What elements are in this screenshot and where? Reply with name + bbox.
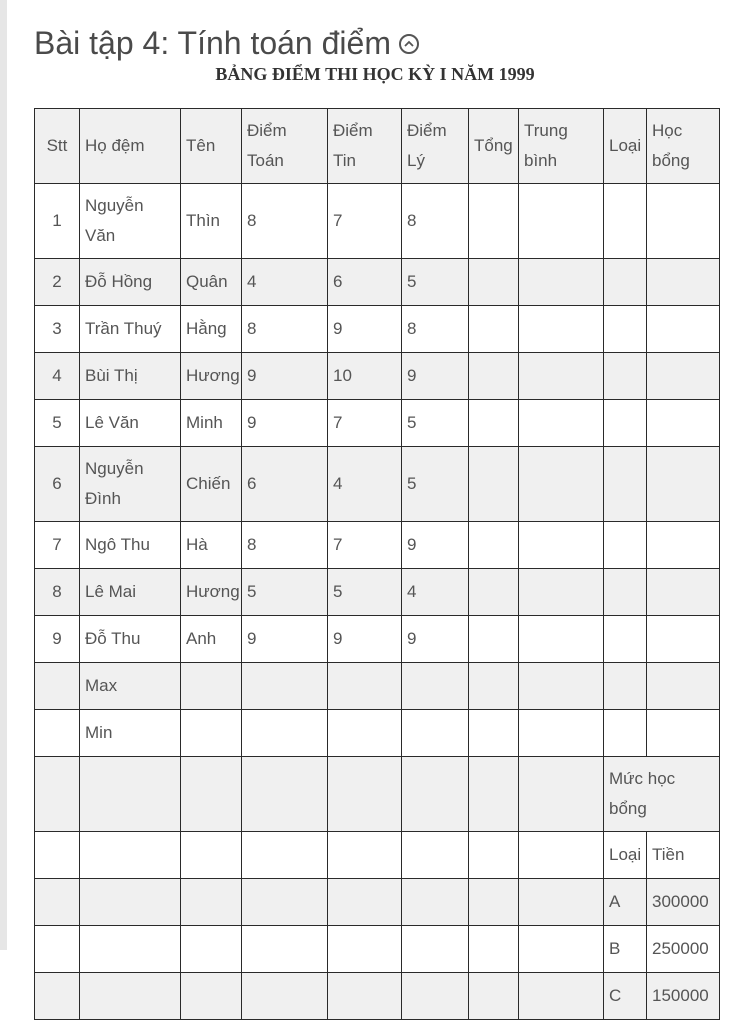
scholarship-col-tien: Tiền	[647, 832, 720, 879]
stt-cell: 2	[35, 259, 80, 306]
loai-cell	[604, 306, 647, 353]
page-title	[34, 25, 419, 62]
stt-cell: 4	[35, 353, 80, 400]
empty-cell	[519, 710, 604, 757]
loai-cell	[604, 447, 647, 522]
empty-cell	[402, 832, 469, 879]
table-heading: BẢNG ĐIỂM THI HỌC KỲ I NĂM 1999	[215, 64, 535, 84]
scholarship-title-row	[35, 757, 720, 832]
empty-cell	[402, 973, 469, 1020]
empty-cell	[469, 973, 519, 1020]
ly-cell: 8	[402, 184, 469, 259]
ho-dem-cell: Nguyễn Đình	[80, 447, 181, 522]
ho-dem-cell: Đỗ Hồng	[80, 259, 181, 306]
empty-cell	[647, 663, 720, 710]
min-row	[35, 710, 720, 757]
ly-cell: 8	[402, 306, 469, 353]
collapse-toggle-icon[interactable]	[399, 34, 419, 54]
scholarship-tien: 150000	[647, 973, 720, 1020]
empty-cell	[328, 832, 402, 879]
empty-cell	[402, 879, 469, 926]
toan-cell: 9	[242, 353, 328, 400]
scholarship-row	[35, 879, 720, 926]
ho-dem-cell: Đỗ Thu	[80, 616, 181, 663]
empty-cell	[181, 757, 242, 832]
ten-cell: Thìn	[181, 184, 242, 259]
max-row	[35, 663, 720, 710]
tong-cell	[469, 353, 519, 400]
trung-binh-cell	[519, 616, 604, 663]
header-cell: Loại	[604, 109, 647, 184]
empty-cell	[604, 710, 647, 757]
min-label: Min	[80, 710, 181, 757]
header-cell: Điểm Lý	[402, 109, 469, 184]
hoc-bong-cell	[647, 353, 720, 400]
empty-cell	[469, 926, 519, 973]
stt-cell: 7	[35, 522, 80, 569]
tong-cell	[469, 522, 519, 569]
stt-cell: 3	[35, 306, 80, 353]
ly-cell: 9	[402, 353, 469, 400]
max-label: Max	[80, 663, 181, 710]
tong-cell	[469, 306, 519, 353]
empty-cell	[328, 879, 402, 926]
table-row	[35, 400, 720, 447]
toan-cell: 8	[242, 306, 328, 353]
tong-cell	[469, 400, 519, 447]
tin-cell: 9	[328, 306, 402, 353]
empty-cell	[181, 710, 242, 757]
empty-cell	[604, 663, 647, 710]
trung-binh-cell	[519, 353, 604, 400]
table-row	[35, 616, 720, 663]
scholarship-title: Mức học bổng	[604, 757, 720, 832]
empty-cell	[242, 926, 328, 973]
page-title-text: Bài tập 4: Tính toán điểm	[34, 25, 391, 62]
hoc-bong-cell	[647, 259, 720, 306]
empty-cell	[469, 879, 519, 926]
scholarship-row	[35, 973, 720, 1020]
ten-cell: Quân	[181, 259, 242, 306]
empty-cell	[35, 926, 80, 973]
hoc-bong-cell	[647, 569, 720, 616]
header-cell: Học bổng	[647, 109, 720, 184]
loai-cell	[604, 569, 647, 616]
ly-cell: 4	[402, 569, 469, 616]
empty-cell	[328, 926, 402, 973]
empty-cell	[80, 973, 181, 1020]
loai-cell	[604, 400, 647, 447]
ten-cell: Hương	[181, 569, 242, 616]
ten-cell: Hương	[181, 353, 242, 400]
toan-cell: 9	[242, 616, 328, 663]
tin-cell: 6	[328, 259, 402, 306]
ly-cell: 9	[402, 616, 469, 663]
empty-cell	[402, 926, 469, 973]
tin-cell: 7	[328, 522, 402, 569]
header-row	[35, 109, 720, 184]
chevron-up-icon	[404, 40, 414, 48]
scholarship-row	[35, 926, 720, 973]
toan-cell: 4	[242, 259, 328, 306]
table-row	[35, 184, 720, 259]
table-row	[35, 447, 720, 522]
trung-binh-cell	[519, 447, 604, 522]
empty-cell	[469, 832, 519, 879]
toan-cell: 6	[242, 447, 328, 522]
empty-cell	[647, 710, 720, 757]
empty-cell	[181, 832, 242, 879]
tong-cell	[469, 447, 519, 522]
toan-cell: 8	[242, 184, 328, 259]
empty-cell	[328, 757, 402, 832]
empty-cell	[80, 757, 181, 832]
empty-cell	[242, 710, 328, 757]
header-cell: Trung bình	[519, 109, 604, 184]
hoc-bong-cell	[647, 616, 720, 663]
empty-cell	[242, 832, 328, 879]
ho-dem-cell: Trần Thuý	[80, 306, 181, 353]
stt-cell: 1	[35, 184, 80, 259]
toan-cell: 8	[242, 522, 328, 569]
tin-cell: 5	[328, 569, 402, 616]
tin-cell: 7	[328, 184, 402, 259]
empty-cell	[181, 926, 242, 973]
trung-binh-cell	[519, 184, 604, 259]
empty-cell	[242, 973, 328, 1020]
empty-cell	[328, 973, 402, 1020]
ly-cell: 5	[402, 447, 469, 522]
table-row	[35, 353, 720, 400]
empty-cell	[35, 710, 80, 757]
empty-cell	[328, 663, 402, 710]
loai-cell	[604, 184, 647, 259]
empty-cell	[519, 926, 604, 973]
empty-cell	[519, 973, 604, 1020]
empty-cell	[519, 879, 604, 926]
scholarship-loai: B	[604, 926, 647, 973]
scholarship-loai: C	[604, 973, 647, 1020]
trung-binh-cell	[519, 522, 604, 569]
header-cell: Điểm Toán	[242, 109, 328, 184]
empty-cell	[519, 663, 604, 710]
loai-cell	[604, 522, 647, 569]
ly-cell: 9	[402, 522, 469, 569]
empty-cell	[35, 879, 80, 926]
empty-cell	[181, 663, 242, 710]
table-row	[35, 569, 720, 616]
empty-cell	[181, 973, 242, 1020]
table-row	[35, 259, 720, 306]
hoc-bong-cell	[647, 184, 720, 259]
tong-cell	[469, 569, 519, 616]
empty-cell	[35, 832, 80, 879]
table-row	[35, 522, 720, 569]
tong-cell	[469, 184, 519, 259]
ten-cell: Anh	[181, 616, 242, 663]
stt-cell: 5	[35, 400, 80, 447]
toan-cell: 5	[242, 569, 328, 616]
trung-binh-cell	[519, 569, 604, 616]
ly-cell: 5	[402, 259, 469, 306]
empty-cell	[402, 757, 469, 832]
empty-cell	[242, 663, 328, 710]
tin-cell: 9	[328, 616, 402, 663]
hoc-bong-cell	[647, 400, 720, 447]
empty-cell	[402, 710, 469, 757]
tin-cell: 7	[328, 400, 402, 447]
tin-cell: 4	[328, 447, 402, 522]
scholarship-col-loai: Loại	[604, 832, 647, 879]
empty-cell	[35, 757, 80, 832]
toan-cell: 9	[242, 400, 328, 447]
scholarship-tien: 250000	[647, 926, 720, 973]
empty-cell	[328, 710, 402, 757]
empty-cell	[519, 832, 604, 879]
left-border-strip	[0, 0, 7, 950]
ho-dem-cell: Ngô Thu	[80, 522, 181, 569]
ten-cell: Hằng	[181, 306, 242, 353]
empty-cell	[242, 879, 328, 926]
ho-dem-cell: Lê Văn	[80, 400, 181, 447]
scholarship-loai: A	[604, 879, 647, 926]
stt-cell: 8	[35, 569, 80, 616]
header-cell: Tổng	[469, 109, 519, 184]
hoc-bong-cell	[647, 522, 720, 569]
stt-cell: 6	[35, 447, 80, 522]
ten-cell: Minh	[181, 400, 242, 447]
header-cell: Điểm Tin	[328, 109, 402, 184]
hoc-bong-cell	[647, 306, 720, 353]
hoc-bong-cell	[647, 447, 720, 522]
trung-binh-cell	[519, 259, 604, 306]
tin-cell: 10	[328, 353, 402, 400]
trung-binh-cell	[519, 400, 604, 447]
empty-cell	[469, 757, 519, 832]
header-cell: Tên	[181, 109, 242, 184]
empty-cell	[80, 832, 181, 879]
ho-dem-cell: Nguyễn Văn	[80, 184, 181, 259]
header-cell: Họ đệm	[80, 109, 181, 184]
empty-cell	[469, 710, 519, 757]
loai-cell	[604, 353, 647, 400]
ten-cell: Chiến	[181, 447, 242, 522]
empty-cell	[35, 663, 80, 710]
trung-binh-cell	[519, 306, 604, 353]
ho-dem-cell: Bùi Thị	[80, 353, 181, 400]
loai-cell	[604, 616, 647, 663]
empty-cell	[181, 879, 242, 926]
empty-cell	[469, 663, 519, 710]
empty-cell	[80, 879, 181, 926]
header-cell: Stt	[35, 109, 80, 184]
grade-table	[34, 108, 720, 1020]
scholarship-header-row	[35, 832, 720, 879]
empty-cell	[35, 973, 80, 1020]
tong-cell	[469, 616, 519, 663]
scholarship-tien: 300000	[647, 879, 720, 926]
empty-cell	[402, 663, 469, 710]
ten-cell: Hà	[181, 522, 242, 569]
empty-cell	[242, 757, 328, 832]
empty-cell	[519, 757, 604, 832]
table-row	[35, 306, 720, 353]
tong-cell	[469, 259, 519, 306]
loai-cell	[604, 259, 647, 306]
empty-cell	[80, 926, 181, 973]
stt-cell: 9	[35, 616, 80, 663]
ho-dem-cell: Lê Mai	[80, 569, 181, 616]
ly-cell: 5	[402, 400, 469, 447]
